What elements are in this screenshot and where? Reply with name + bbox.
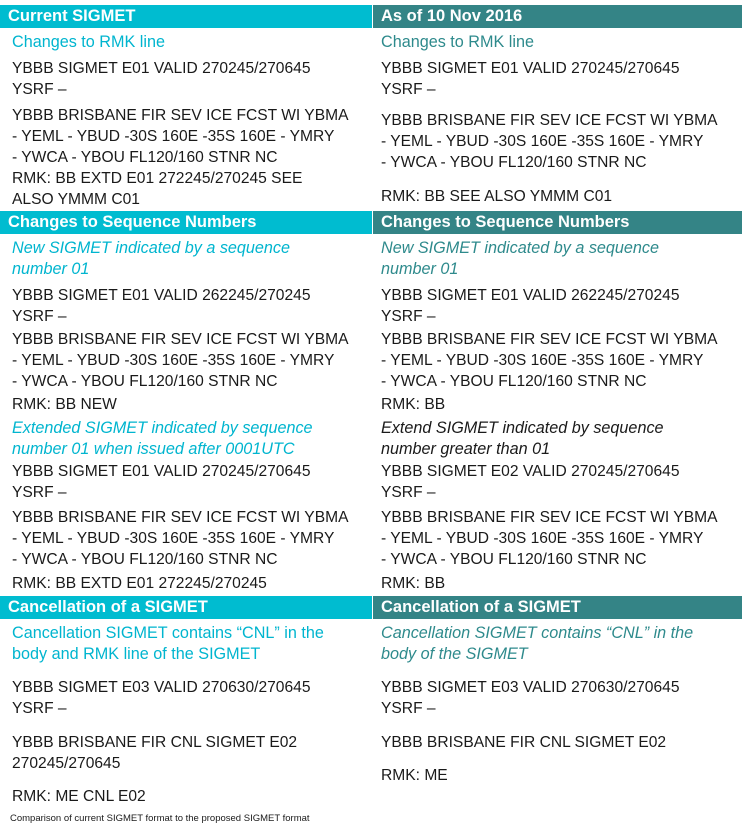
rmk-line: RMK: BB SEE ALSO YMMM C01: [381, 188, 613, 205]
rmk-change-subtitle: Changes to RMK line: [12, 33, 165, 51]
sigmet-body-line: - YWCA - YBOU FL120/160 STNR NC: [12, 373, 278, 390]
rmk-line: RMK: ME CNL E02: [12, 788, 146, 805]
sigmet-body-line: - YWCA - YBOU FL120/160 STNR NC: [12, 149, 278, 166]
sequence-numbers-header: Changes to Sequence Numbers: [0, 211, 372, 234]
sigmet-line: YSRF –: [12, 308, 67, 325]
sigmet-line: YBBB SIGMET E01 VALID 262245/270245: [12, 287, 311, 304]
rmk-line: RMK: BB EXTD E01 272245/270245 SEE: [12, 170, 303, 187]
sigmet-body-line: - YEML - YBUD -30S 160E -35S 160E - YMRY: [381, 133, 704, 150]
sigmet-body-line: - YEML - YBUD -30S 160E -35S 160E - YMRY: [381, 352, 704, 369]
new-sigmet-subtitle: number 01: [12, 260, 90, 278]
sigmet-line: YSRF –: [12, 81, 67, 98]
sigmet-line: YBBB SIGMET E01 VALID 270245/270645: [12, 463, 311, 480]
sigmet-line: YSRF –: [381, 484, 436, 501]
rmk-line: RMK: BB: [381, 396, 446, 413]
sigmet-line: YBBB SIGMET E01 VALID 270245/270645: [381, 60, 680, 77]
as-of-date-header: As of 10 Nov 2016: [373, 5, 742, 28]
rmk-line: ALSO YMMM C01: [12, 191, 140, 208]
sigmet-body-line: - YEML - YBUD -30S 160E -35S 160E - YMRY: [12, 530, 335, 547]
rmk-line: RMK: ME: [381, 767, 448, 784]
sigmet-line: YSRF –: [12, 484, 67, 501]
rmk-line: RMK: BB NEW: [12, 396, 117, 413]
sigmet-body-line: YBBB BRISBANE FIR CNL SIGMET E02: [381, 734, 667, 751]
sigmet-body-line: YBBB BRISBANE FIR SEV ICE FCST WI YBMA: [381, 112, 718, 129]
sigmet-body-line: 270245/270645: [12, 755, 121, 772]
rmk-line: RMK: BB: [381, 575, 446, 592]
sigmet-line: YSRF –: [12, 700, 67, 717]
sigmet-line: YBBB SIGMET E01 VALID 270245/270645: [12, 60, 311, 77]
cancellation-subtitle: Cancellation SIGMET contains “CNL” in the: [12, 624, 324, 642]
sigmet-body-line: - YEML - YBUD -30S 160E -35S 160E - YMRY: [12, 128, 335, 145]
extended-sigmet-subtitle: Extended SIGMET indicated by sequence: [12, 419, 313, 437]
rmk-line: RMK: BB EXTD E01 272245/270245: [12, 575, 267, 592]
new-sigmet-subtitle: number 01: [381, 260, 459, 278]
new-sigmet-subtitle: New SIGMET indicated by a sequence: [12, 239, 291, 257]
cancellation-subtitle: body and RMK line of the SIGMET: [12, 645, 261, 663]
cancellation-header: Cancellation of a SIGMET: [0, 596, 372, 619]
sequence-numbers-header: Changes to Sequence Numbers: [373, 211, 742, 234]
extended-sigmet-subtitle: number greater than 01: [381, 440, 551, 458]
extended-sigmet-subtitle: Extend SIGMET indicated by sequence: [381, 419, 664, 437]
sigmet-body-line: YBBB BRISBANE FIR SEV ICE FCST WI YBMA: [381, 509, 718, 526]
cancellation-header: Cancellation of a SIGMET: [373, 596, 742, 619]
rmk-change-subtitle: Changes to RMK line: [381, 33, 534, 51]
figure-caption: Comparison of current SIGMET format to the proposed SIGMET format: [10, 813, 310, 824]
sigmet-body-line: - YWCA - YBOU FL120/160 STNR NC: [381, 373, 647, 390]
sigmet-body-line: - YWCA - YBOU FL120/160 STNR NC: [381, 551, 647, 568]
sigmet-line: YBBB SIGMET E01 VALID 262245/270245: [381, 287, 680, 304]
sigmet-line: YSRF –: [381, 81, 436, 98]
sigmet-line: YBBB SIGMET E02 VALID 270245/270645: [381, 463, 680, 480]
sigmet-body-line: - YEML - YBUD -30S 160E -35S 160E - YMRY: [381, 530, 704, 547]
sigmet-line: YSRF –: [381, 308, 436, 325]
sigmet-line: YBBB SIGMET E03 VALID 270630/270645: [381, 679, 680, 696]
sigmet-body-line: - YWCA - YBOU FL120/160 STNR NC: [12, 551, 278, 568]
sigmet-body-line: YBBB BRISBANE FIR SEV ICE FCST WI YBMA: [381, 331, 718, 348]
extended-sigmet-subtitle: number 01 when issued after 0001UTC: [12, 440, 295, 458]
sigmet-body-line: YBBB BRISBANE FIR SEV ICE FCST WI YBMA: [12, 509, 349, 526]
cancellation-subtitle: body of the SIGMET: [381, 645, 528, 663]
sigmet-body-line: YBBB BRISBANE FIR SEV ICE FCST WI YBMA: [12, 107, 349, 124]
sigmet-body-line: - YWCA - YBOU FL120/160 STNR NC: [381, 154, 647, 171]
current-sigmet-header: Current SIGMET: [0, 5, 372, 28]
sigmet-line: YBBB SIGMET E03 VALID 270630/270645: [12, 679, 311, 696]
sigmet-body-line: - YEML - YBUD -30S 160E -35S 160E - YMRY: [12, 352, 335, 369]
sigmet-line: YSRF –: [381, 700, 436, 717]
sigmet-body-line: YBBB BRISBANE FIR CNL SIGMET E02: [12, 734, 298, 751]
sigmet-body-line: YBBB BRISBANE FIR SEV ICE FCST WI YBMA: [12, 331, 349, 348]
new-sigmet-subtitle: New SIGMET indicated by a sequence: [381, 239, 660, 257]
cancellation-subtitle: Cancellation SIGMET contains “CNL” in the: [381, 624, 694, 642]
